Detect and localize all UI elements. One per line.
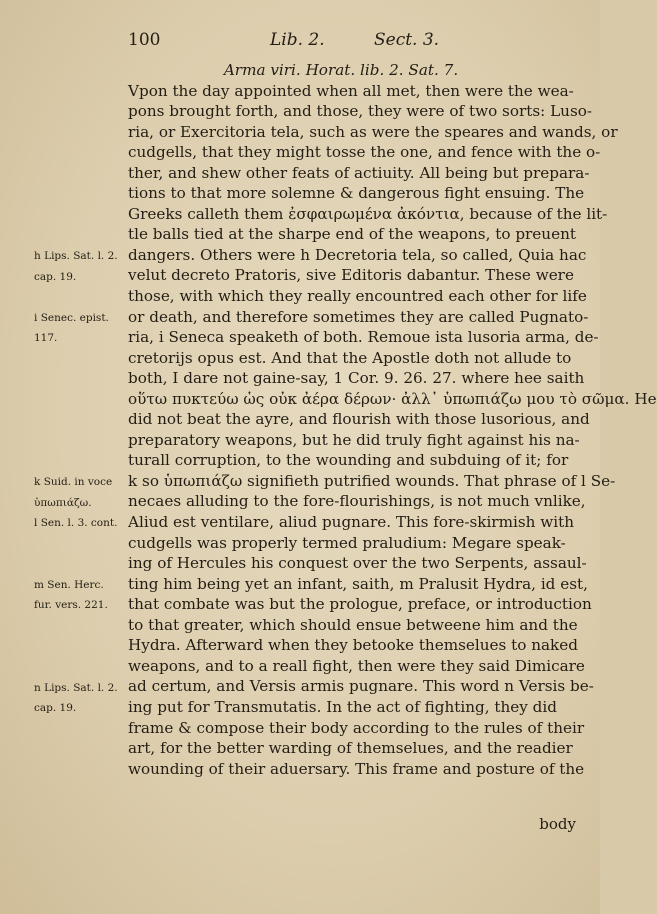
marginal-note: m Sen. Herc. [34,578,104,591]
catchword: body [539,815,576,833]
header-section: Sect. 3. [374,30,440,50]
header-book: Lib. 2. [270,30,325,50]
marginal-note: l Sen. l. 3. cont. [34,517,118,530]
text-line: tions to that more solemne & dangerous fight ensuing. The [128,184,585,203]
text-line: to that greater, which should ensue betweene him and the [128,615,578,634]
text-line: weapons, and to a reall fight, then were they said Dimicare [128,656,585,675]
marginal-note: cap. 19. [34,270,77,283]
epigraph-line: Arma viri. Horat. lib. 2. Sat. 7. [223,61,459,79]
running-header [128,30,468,56]
text-line: preparatory weapons, but he did truly fight against his na- [128,430,580,449]
marginal-note: n Lips. Sat. l. 2. [34,681,118,694]
text-line: did not beat the ayre, and flourish with those lusorious, and [128,410,590,429]
marginal-note: fur. vers. 221. [34,599,108,612]
text-line: Hydra. Afterward when they betooke themselues to naked [128,636,578,655]
text-line: ing put for Transmutatis. In the act of fighting, they did [128,697,557,716]
text-line: those, with which they really encountred each other for life [128,287,587,306]
text-line: ad certum, and Versis armis pugnare. This word n Versis be- [128,677,594,696]
body-text [128,60,657,779]
text-line: velut decreto Pratoris, sive Editoris dabantur. These were [128,266,574,285]
text-line: Greeks calleth them ἐσφαιρωμένα ἀκόντια, because of the lit- [128,204,608,223]
text-line: that combate was but the prologue, preface, or introduction [128,595,592,614]
marginal-note: i Senec. epist. [34,311,109,324]
text-line: tle balls tied at the sharpe end of the weapons, to preuent [128,225,576,244]
text-line: Aliud est ventilare, aliud pugnare. This fore-skirmish with [128,513,574,532]
text-line: ther, and shew other feats of actiuity. All being but prepara- [128,163,590,182]
text-line: ing of Hercules his conquest over the two Serpents, assaul- [128,554,587,573]
text-line: pons brought forth, and those, they were of two sorts: Luso- [128,102,593,121]
marginal-note: 117. [34,332,58,345]
marginal-note: cap. 19. [34,702,77,715]
text-line: Vpon the day appointed when all met, then were the wea- [128,81,574,100]
text-line: οὕτω πυκτεύω ὡς οὐκ ἀέρα δέρων· ἀλλ᾽ ὑπωπιάζω μου τὸ σῶμα. He [128,389,657,408]
text-line: turall corruption, to the wounding and subduing of it; for [128,451,569,470]
text-line: ria, or Exercitoria tela, such as were the speares and wands, or [128,122,618,141]
text-line: cudgells, that they might tosse the one, and fence with the o- [128,143,601,162]
text-line: art, for the better warding of themselues, and the readier [128,739,573,758]
text-line: frame & compose their body according to the rules of their [128,718,585,737]
text-line: wounding of their aduersary. This frame and posture of the [128,759,585,778]
marginal-note: k Suid. in voce [34,476,113,488]
text-line: or death, and therefore sometimes they are called Pugnato- [128,307,589,326]
text-line: dangers. Others were h Decretoria tela, so called, Quia hac [128,245,587,264]
page-number: 100 [128,30,161,50]
text-line: cudgells was properly termed praludium: Megare speak- [128,533,566,552]
text-line: cretorijs opus est. And that the Apostle doth not allude to [128,348,572,367]
text-line: k so ὑπωπιάζω signifieth putrified wounds. That phrase of l Se- [128,471,616,490]
marginal-note: h Lips. Sat. l. 2. [34,249,118,262]
text-line: ting him being yet an infant, saith, m Pralusit Hydra, id est, [128,574,588,593]
text-line: necaes alluding to the fore-flourishings, is not much vnlike, [128,492,586,511]
text-line: ria, i Seneca speaketh of both. Remoue ista lusoria arma, de- [128,328,599,347]
marginal-note: ὑπωπιάζω. [34,496,92,509]
text-line: both, I dare not gaine-say, 1 Cor. 9. 26. 27. where hee saith [128,369,585,388]
